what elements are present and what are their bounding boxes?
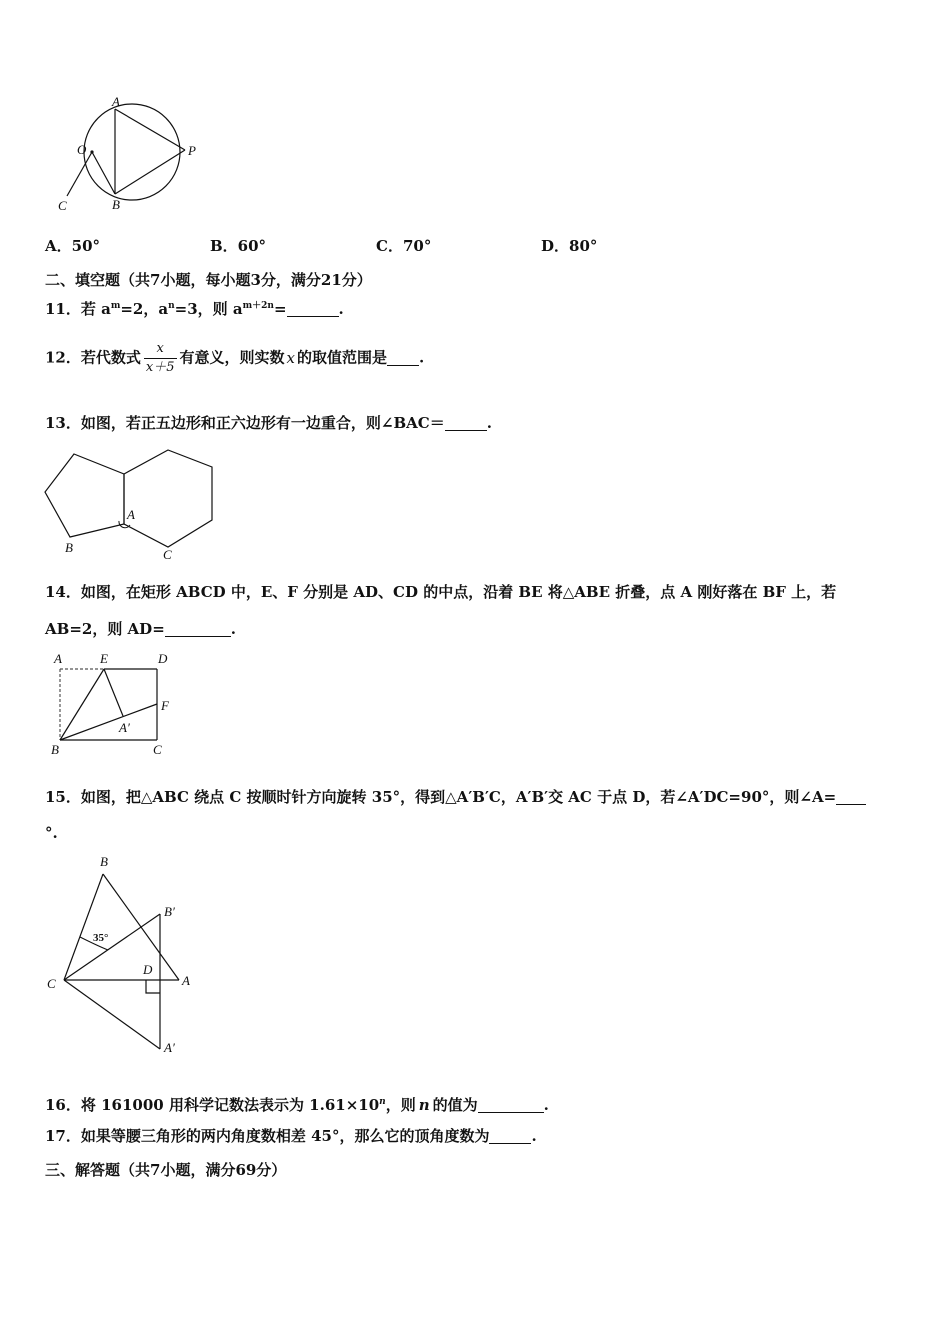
q14-answer-blank[interactable] xyxy=(165,621,231,637)
q11-answer-blank[interactable] xyxy=(287,301,339,317)
q16-num: 16． xyxy=(45,1096,81,1114)
q14-line1 xyxy=(45,582,836,602)
q12-fraction-denominator: x＋5 xyxy=(145,360,175,375)
q17-answer-blank[interactable] xyxy=(489,1128,531,1144)
q12-text-a: 若代数式 xyxy=(80,348,141,367)
q14-num: 14． xyxy=(45,583,81,601)
q15-text: 如图，把△ABC 绕点 C 按顺时针方向旋转 35°，得到△A′B′C，A′B′交 AC 于点 D，若∠A′DC=90°，则∠A= xyxy=(80,788,837,806)
label-a: A xyxy=(54,651,62,666)
label-d: D xyxy=(143,962,153,977)
q16-text-c: 的值为 xyxy=(432,1096,478,1114)
label-c: C xyxy=(58,198,67,213)
q14-text2: AB=2，则 AD= xyxy=(45,620,165,638)
q10-option-a: A．50° xyxy=(45,237,101,255)
label-a: A xyxy=(127,507,135,522)
q15-rotation-figure xyxy=(42,852,212,1057)
hexagon xyxy=(124,450,212,547)
q12-var: x xyxy=(286,348,295,367)
q10-option-d: D．80° xyxy=(541,237,598,255)
right-angle-mark xyxy=(146,980,160,993)
segment-bf xyxy=(60,704,157,740)
q12-num: 12． xyxy=(45,348,81,367)
q11-sup1: m xyxy=(110,301,121,311)
q12 xyxy=(45,340,424,377)
q11-tail: . xyxy=(338,300,344,318)
q14-line2 xyxy=(45,619,236,639)
q12-answer-blank[interactable] xyxy=(387,350,419,366)
section3-title: 三、解答题（共7小题，满分69分） xyxy=(45,1161,287,1179)
pentagon xyxy=(45,454,124,537)
q16-text-b: ，则 xyxy=(385,1096,416,1114)
q17 xyxy=(45,1126,537,1146)
q11 xyxy=(45,296,344,319)
q13-polygon-figure xyxy=(40,445,230,565)
label-a: A xyxy=(112,94,120,109)
q13-answer-blank[interactable] xyxy=(445,415,487,431)
q11-text-d: = xyxy=(273,300,287,318)
label-angle: 35° xyxy=(93,932,109,944)
segment-ea1 xyxy=(104,669,123,716)
q16-answer-blank[interactable] xyxy=(478,1097,544,1113)
label-c: C xyxy=(153,742,162,757)
side-cb xyxy=(64,874,103,980)
q15-num: 15． xyxy=(45,788,81,806)
section2-title: 二、填空题（共7小题，每小题3分，满分21分） xyxy=(45,271,372,289)
q15-line1 xyxy=(45,787,866,807)
q12-text-c: 的取值范围是 xyxy=(296,348,387,367)
q11-sup2: n xyxy=(168,301,175,311)
q11-text-a: 若 a xyxy=(80,300,111,318)
label-a1: A′ xyxy=(164,1040,175,1055)
q12-fraction xyxy=(144,340,177,377)
label-o: O xyxy=(77,142,87,157)
label-c: C xyxy=(47,976,56,991)
label-d: D xyxy=(158,651,168,666)
q12-tail: . xyxy=(419,348,425,367)
label-b: B xyxy=(100,854,108,869)
label-b: B xyxy=(51,742,59,757)
label-f: F xyxy=(161,698,169,713)
tangent-pb xyxy=(115,150,185,194)
label-b1: B′ xyxy=(164,904,175,919)
label-e: E xyxy=(100,651,108,666)
label-c: C xyxy=(163,547,172,562)
q16 xyxy=(45,1092,549,1115)
segment-oc xyxy=(67,152,92,196)
q16-text-a: 将 161000 用科学记数法表示为 1.61×10 xyxy=(80,1096,380,1114)
q14-rectangle-figure xyxy=(48,648,188,758)
q17-tail: . xyxy=(531,1127,537,1145)
q11-text-c: =3，则 a xyxy=(174,300,243,318)
label-b: B xyxy=(65,540,73,555)
q15-answer-blank[interactable] xyxy=(836,789,866,805)
q12-text-b: 有意义，则实数 xyxy=(179,348,285,367)
label-a1: A′ xyxy=(119,720,130,735)
q16-tail: . xyxy=(543,1096,549,1114)
q13 xyxy=(45,413,492,433)
q10-circle-figure xyxy=(40,95,250,215)
label-p: P xyxy=(188,143,196,158)
q12-fraction-numerator: x xyxy=(144,340,177,359)
q13-tail: . xyxy=(486,414,492,432)
q14-text1: 如图，在矩形 ABCD 中，E、F 分别是 AD、CD 的中点，沿着 BE 将△ABE 折叠，点 A 刚好落在 BF 上，若 xyxy=(80,583,837,601)
q11-sup3: m＋2n xyxy=(242,301,274,311)
q16-sup: n xyxy=(379,1097,386,1107)
q17-text: 如果等腰三角形的两内角度数相差 45°，那么它的顶角度数为 xyxy=(80,1127,490,1145)
q13-text: 如图，若正五边形和正六边形有一边重合，则∠BAC＝ xyxy=(80,414,445,432)
q16-var: n xyxy=(418,1096,430,1114)
q11-num: 11． xyxy=(45,300,81,318)
q10-option-b: B．60° xyxy=(210,237,267,255)
q10-option-c: C．70° xyxy=(376,237,432,255)
center-point xyxy=(90,150,93,153)
q14-tail: . xyxy=(230,620,236,638)
label-a: A xyxy=(182,973,190,988)
label-b: B xyxy=(112,197,120,212)
q13-num: 13． xyxy=(45,414,81,432)
segment-ob xyxy=(92,152,115,194)
q15-line2: °. xyxy=(45,824,58,842)
q11-text-b: =2，a xyxy=(120,300,169,318)
fold-be xyxy=(60,669,104,740)
q17-num: 17． xyxy=(45,1127,81,1145)
